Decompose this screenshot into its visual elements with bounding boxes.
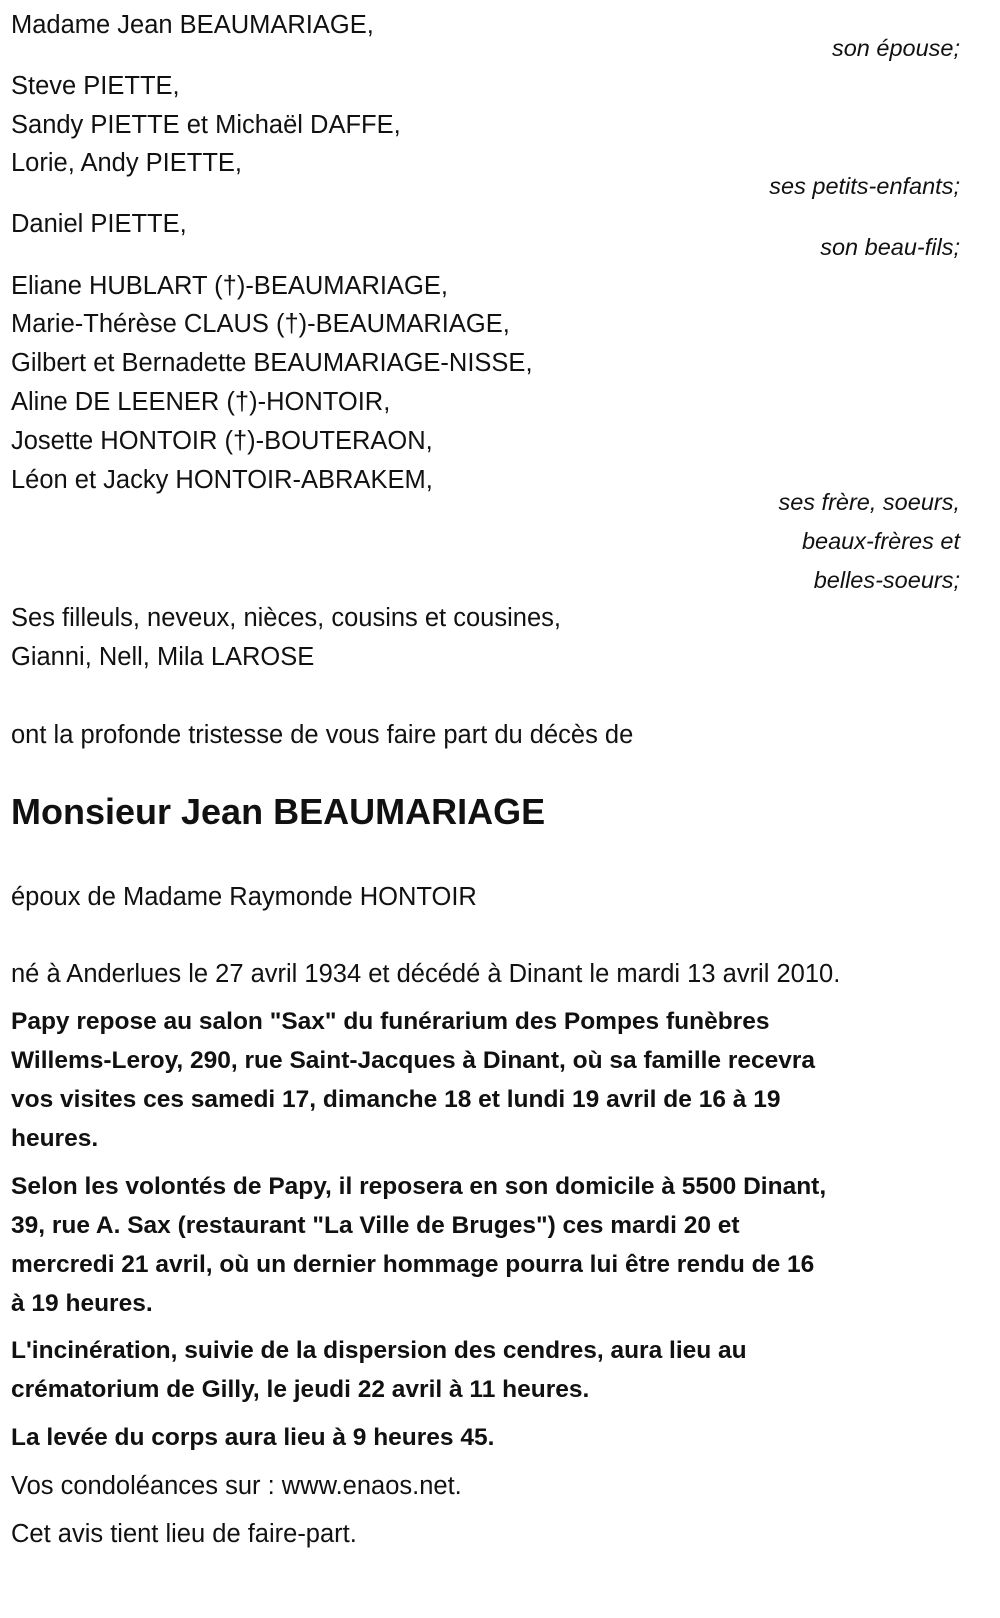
relation-label: ses petits-enfants; xyxy=(769,173,960,199)
relation-label: son épouse; xyxy=(831,35,960,61)
sibling-name: Gilbert et Bernadette BEAUMARIAGE-NISSE, xyxy=(11,349,533,377)
grandchild-name: Lorie, Andy PIETTE, xyxy=(11,149,243,177)
sibling-name: Marie-Thérèse CLAUS (†)-BEAUMARIAGE, xyxy=(11,310,510,338)
spouse-name: Madame Jean BEAUMARIAGE, xyxy=(11,11,374,39)
birth-death: né à Anderlues le 27 avril 1934 et décédé à Dinant le mardi 13 avril 2010. xyxy=(11,960,841,988)
detail-line: à 19 heures. xyxy=(11,1290,153,1317)
grandchild-name: Steve PIETTE, xyxy=(11,72,180,100)
detail-line: vos visites ces samedi 17, dimanche 18 et lundi 19 avril de 16 à 19 xyxy=(11,1086,781,1113)
closing-note: Cet avis tient lieu de faire-part. xyxy=(11,1520,357,1548)
detail-line: crématorium de Gilly, le jeudi 22 avril à 11 heures. xyxy=(11,1376,590,1403)
others-line: Gianni, Nell, Mila LAROSE xyxy=(11,643,315,671)
detail-line: heures. xyxy=(11,1125,99,1152)
relation-label: beaux-frères et xyxy=(801,528,960,554)
detail-line: mercredi 21 avril, où un dernier hommage pourra lui être rendu de 16 xyxy=(11,1251,815,1278)
others-line: Ses filleuls, neveux, nièces, cousins et cousines, xyxy=(11,604,561,632)
relation-label: ses frère, soeurs, xyxy=(778,489,960,515)
condolences-link[interactable]: Vos condoléances sur : www.enaos.net. xyxy=(11,1472,462,1500)
relation-label: son beau-fils; xyxy=(820,234,960,260)
deceased-name: Monsieur Jean BEAUMARIAGE xyxy=(11,791,546,832)
son-in-law-name: Daniel PIETTE, xyxy=(11,210,187,238)
detail-line: Selon les volontés de Papy, il reposera en son domicile à 5500 Dinant, xyxy=(11,1173,827,1200)
sibling-name: Léon et Jacky HONTOIR-ABRAKEM, xyxy=(11,466,433,494)
grandchild-name: Sandy PIETTE et Michaël DAFFE, xyxy=(11,111,401,139)
relation-label: belles-soeurs; xyxy=(813,567,960,593)
spouse-of: époux de Madame Raymonde HONTOIR xyxy=(11,883,477,911)
sibling-name: Josette HONTOIR (†)-BOUTERAON, xyxy=(11,427,433,455)
detail-line: Papy repose au salon "Sax" du funérarium des Pompes funèbres xyxy=(11,1008,770,1035)
announcement: ont la profonde tristesse de vous faire part du décès de xyxy=(11,721,634,749)
sibling-name: Aline DE LEENER (†)-HONTOIR, xyxy=(11,388,391,416)
detail-line: 39, rue A. Sax (restaurant "La Ville de Bruges") ces mardi 20 et xyxy=(11,1212,740,1239)
detail-line: Willems-Leroy, 290, rue Saint-Jacques à Dinant, où sa famille recevra xyxy=(11,1047,816,1074)
detail-line: L'incinération, suivie de la dispersion des cendres, aura lieu au xyxy=(11,1337,747,1364)
detail-line: La levée du corps aura lieu à 9 heures 45. xyxy=(11,1424,495,1451)
sibling-name: Eliane HUBLART (†)-BEAUMARIAGE, xyxy=(11,272,448,300)
